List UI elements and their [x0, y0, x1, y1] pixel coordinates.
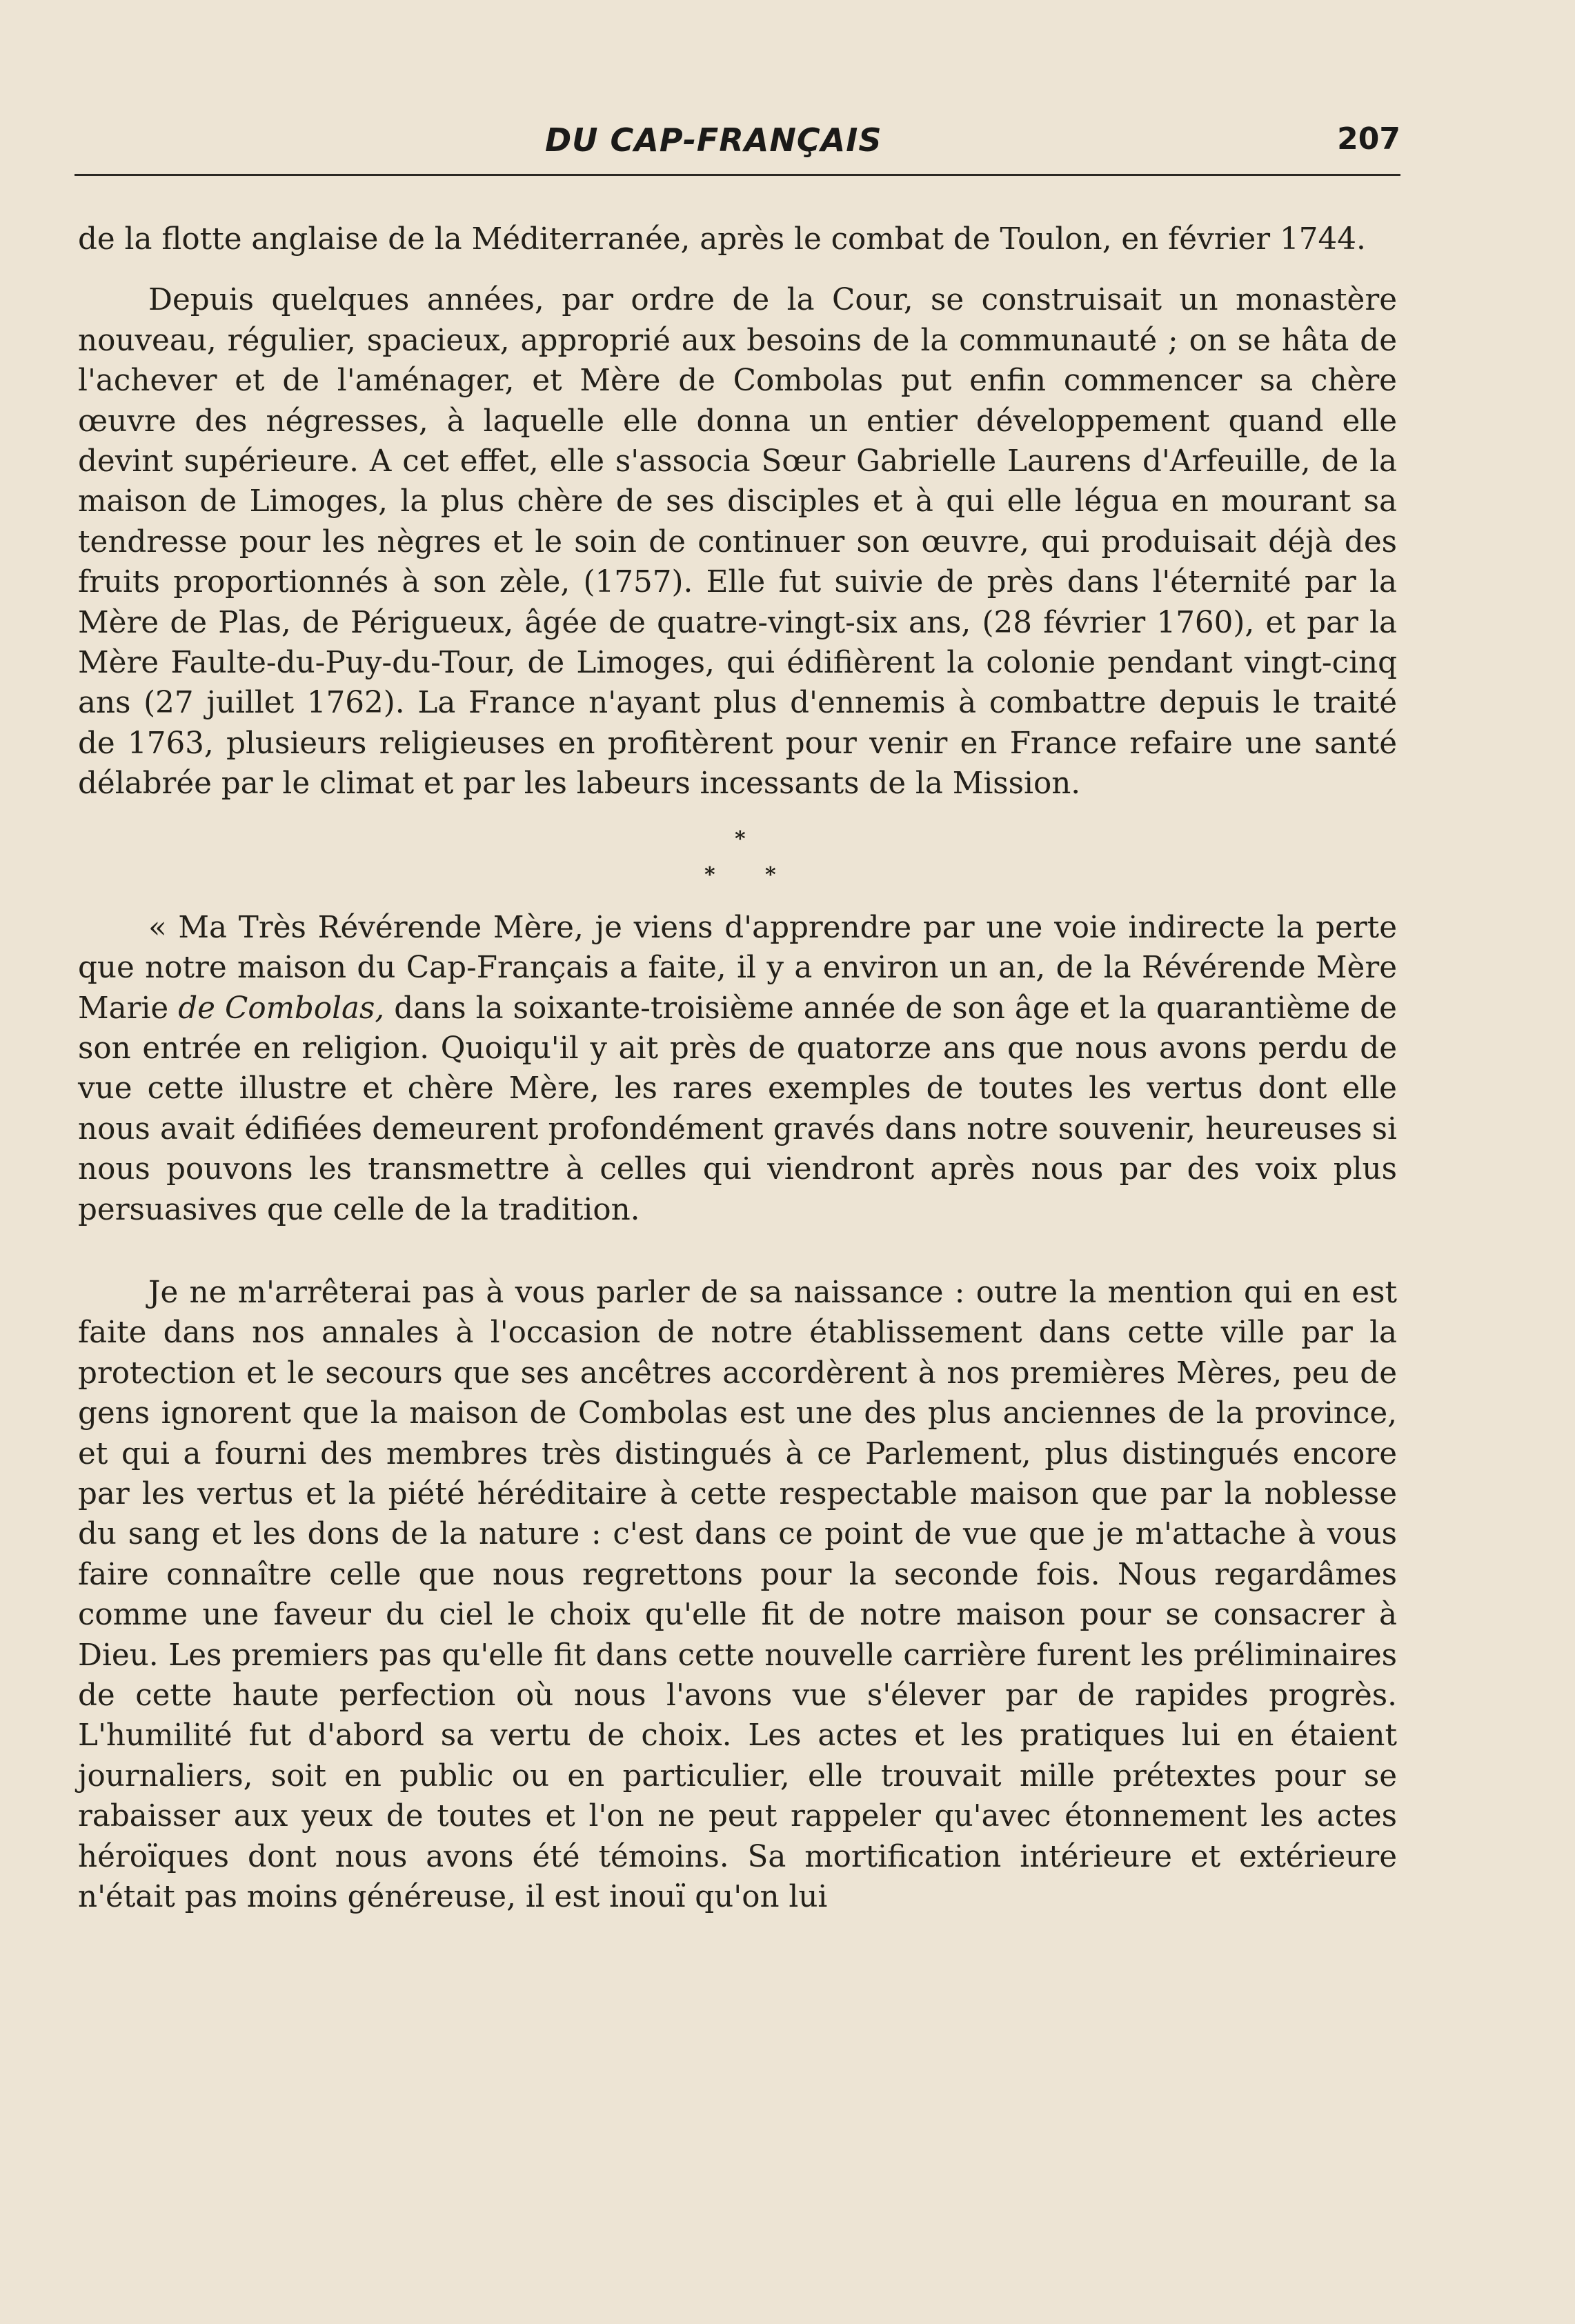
- letter-paragraph: [78, 908, 1397, 1230]
- paragraph: Depuis quelques années, par ordre de la Cour, se construisait un monastère nouveau, régulier, spacieux, approprié aux besoins de la communauté ; on se hâta de l'achever et de l'aménager, et Mère de Combolas put enfin commencer sa chère œuvre des négresses, à laquelle elle donna un entier développement quand elle devint supérieure. A cet effet, elle s'associa Sœur Gabrielle Laurens d'Arfeuille, de la maison de Limoges, la plus chère de ses disciples et à qui elle légua en mourant sa tendresse pour les nègres et le soin de continuer son œuvre, qui produisait déjà des fruits proportionnés à son zèle, (1757). Elle fut suivie de près dans l'éternité par la Mère de Plas, de Périgueux, âgée de quatre-vingt-six ans, (28 février 1760), et par la Mère Faulte-du-Puy-du-Tour, de Limoges, qui édifièrent la colonie pendant vingt-cinq ans (27 juillet 1762). La France n'ayant plus d'ennemis à combattre depuis le traité de 1763, plusieurs religieuses en profitèrent pour venir en France refaire une santé délabrée par le climat et par les labeurs incessants de la Mission.: [78, 283, 1397, 802]
- asterisk-mark: *: [765, 862, 776, 887]
- letter-text: « Ma Très Révérende Mère, je viens d'apprendre par une voie indirecte la perte que notre maison du Cap-Français a faite, il y a environ un an, de la Révérende Mère Marie: [78, 910, 1397, 1026]
- body-text: [78, 219, 1397, 1917]
- running-header: [75, 121, 1400, 171]
- page-number: 207: [1337, 121, 1400, 157]
- asterisk-mark: *: [704, 862, 715, 887]
- paragraph: Je ne m'arrêterai pas à vous parler de sa naissance : outre la mention qui en est faite dans nos annales à l'occasion de notre établissement dans cette ville par la protection et le secours que ses ancêtres accordèrent à nos premières Mères, peu de gens ignorent que la maison de Combolas est une des plus anciennes de la province, et qui a fourni des membres très distingués à ce Parlement, plus distingués encore par les vertus et la piété héréditaire à cette respectable maison que par la noblesse du sang et les dons de la nature : c'est dans ce point de vue que je m'attache à vous faire connaître celle que nous regrettons pour la seconde fois. Nous regardâmes comme une faveur du ciel le choix qu'elle fit de notre maison pour se consacrer à Dieu. Les premiers pas qu'elle fit dans cette nouvelle carrière furent les préliminaires de cette haute perfection où nous l'avons vue s'élever par de rapides progrès. L'humilité fut d'abord sa vertu de choix. Les actes et les pratiques lui en étaient journaliers, soit en public ou en particulier, elle trouvait mille prétextes pour se rabaisser aux yeux de toutes et l'on ne peut rappeler qu'avec étonnement les actes héroïques dont nous avons été témoins. Sa mortification intérieure et extérieure n'était pas moins généreuse, il est inouï qu'on lui: [78, 1275, 1397, 1915]
- asterisk-mark: *: [735, 826, 746, 851]
- paragraph-continuation: de la flotte anglaise de la Méditerranée, après le combat de Toulon, en février 1744.: [78, 222, 1366, 257]
- letter-italic-name: de Combolas,: [178, 991, 385, 1026]
- letter-text: dans la soixante-troisième année de son âge et la quarantième de son entrée en religion. Quoiqu'il y ait près de quatorze ans que nous avons perdu de vue cette illustre et chère Mère, les rares exemples de toutes les vertus dont elle nous avait édifiées demeurent profondément gravés dans notre souvenir, heureuses si nous pouvons les transmettre à celles qui viendront après nous par des voix plus persuasives que celle de la tradition.: [78, 991, 1397, 1227]
- running-title: DU CAP-FRANÇAIS: [545, 121, 882, 159]
- header-rule: [75, 174, 1400, 176]
- section-break-asterism: [78, 804, 1397, 908]
